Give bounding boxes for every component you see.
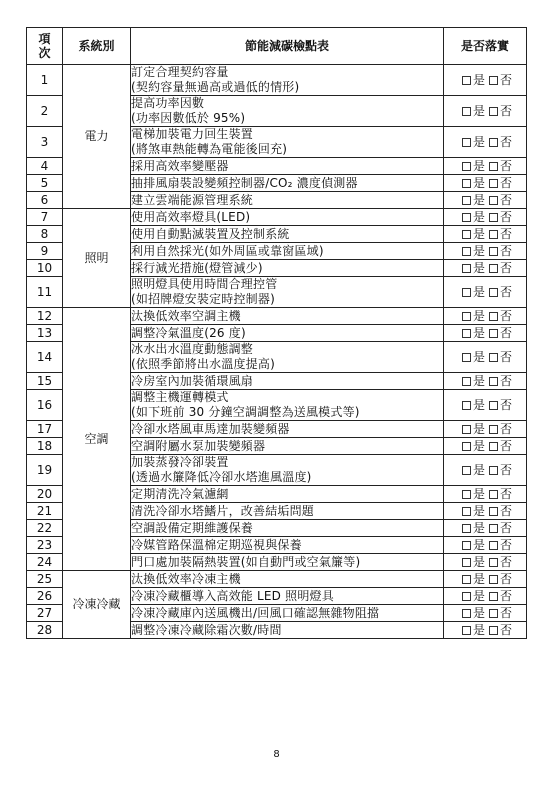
implemented-options [444, 325, 527, 342]
no-checkbox[interactable] [489, 524, 498, 533]
checklist-item [131, 554, 444, 571]
yes-checkbox[interactable] [462, 490, 471, 499]
checklist-item-line: 使用高效率燈具(LED) [131, 209, 251, 224]
implemented-options [444, 277, 527, 308]
yes-label: 是 [472, 438, 485, 453]
system-aircon: 空調 [63, 308, 131, 571]
header-item-no [27, 28, 63, 65]
yes-checkbox[interactable] [462, 264, 471, 273]
header-implemented: 是否落實 [444, 28, 527, 65]
checklist-item-line: 訂定合理契約容量 [131, 65, 229, 79]
item-number: 21 [27, 503, 63, 520]
item-number: 12 [27, 308, 63, 325]
checklist-item [131, 622, 444, 639]
no-label: 否 [500, 421, 513, 436]
no-label: 否 [500, 397, 513, 412]
no-checkbox[interactable] [489, 196, 498, 205]
checklist-item [131, 158, 444, 175]
no-label: 否 [500, 325, 513, 340]
checklist-item-line: 調整冷凍冷藏除霜次數/時間 [131, 622, 282, 637]
yes-label: 是 [472, 622, 485, 637]
table-row [27, 65, 527, 96]
checklist-item-line: (透過水簾降低冷卻水塔進風溫度) [131, 470, 312, 484]
implemented-options [444, 486, 527, 503]
item-number: 25 [27, 571, 63, 588]
implemented-options [444, 438, 527, 455]
checklist-item-line: (功率因數低於 95%) [131, 111, 246, 125]
implemented-options [444, 127, 527, 158]
yes-label: 是 [472, 209, 485, 224]
item-number: 22 [27, 520, 63, 537]
no-checkbox[interactable] [489, 329, 498, 338]
no-label: 否 [500, 134, 513, 149]
checklist-item-line: 採行減光措施(燈管減少) [131, 260, 263, 275]
no-checkbox[interactable] [489, 264, 498, 273]
no-checkbox[interactable] [489, 507, 498, 516]
no-label: 否 [500, 72, 513, 87]
yes-checkbox[interactable] [462, 76, 471, 85]
yes-label: 是 [472, 243, 485, 258]
checklist-item-line: 建立雲端能源管理系統 [131, 192, 254, 207]
checklist-item-line: 冷凍冷藏庫內送風機出/回風口確認無雜物阻擋 [131, 605, 380, 620]
yes-checkbox[interactable] [462, 626, 471, 635]
checklist-item [131, 308, 444, 325]
checklist-item [131, 243, 444, 260]
no-checkbox[interactable] [489, 162, 498, 171]
table-row [27, 209, 527, 226]
yes-checkbox[interactable] [462, 592, 471, 601]
header-system: 系統別 [63, 28, 131, 65]
checklist-item-line: 電梯加裝電力回生裝置 [131, 127, 254, 141]
item-number: 8 [27, 226, 63, 243]
no-checkbox[interactable] [489, 107, 498, 116]
header-row [27, 28, 527, 65]
checklist-item [131, 127, 444, 158]
checklist-item [131, 421, 444, 438]
no-label: 否 [500, 158, 513, 173]
yes-label: 是 [472, 226, 485, 241]
no-label: 否 [500, 537, 513, 552]
no-label: 否 [500, 226, 513, 241]
no-label: 否 [500, 192, 513, 207]
checklist-item [131, 192, 444, 209]
no-label: 否 [500, 605, 513, 620]
checklist-item-line: 抽排風扇裝設變頻控制器/CO₂ 濃度偵測器 [131, 175, 358, 190]
item-number: 6 [27, 192, 63, 209]
no-label: 否 [500, 284, 513, 299]
no-label: 否 [500, 103, 513, 118]
yes-label: 是 [472, 373, 485, 388]
implemented-options [444, 342, 527, 373]
system-lighting: 照明 [63, 209, 131, 308]
no-label: 否 [500, 554, 513, 569]
implemented-options [444, 554, 527, 571]
checklist-item-line: (將煞車熱能轉為電能後回充) [131, 142, 288, 156]
checklist-item-line: 加裝蒸發冷卻裝置 [131, 455, 229, 469]
yes-label: 是 [472, 134, 485, 149]
yes-label: 是 [472, 175, 485, 190]
yes-label: 是 [472, 462, 485, 477]
yes-label: 是 [472, 421, 485, 436]
implemented-options [444, 260, 527, 277]
checklist-item-line: 空調附屬水泵加裝變頻器 [131, 438, 266, 453]
checklist-item [131, 486, 444, 503]
header-checklist: 節能減碳檢點表 [131, 28, 444, 65]
checklist-item [131, 503, 444, 520]
checklist-item-line: (依照季節將出水溫度提高) [131, 357, 275, 371]
item-number: 26 [27, 588, 63, 605]
item-number: 23 [27, 537, 63, 554]
yes-label: 是 [472, 260, 485, 275]
checklist-item [131, 588, 444, 605]
no-label: 否 [500, 622, 513, 637]
item-number: 24 [27, 554, 63, 571]
no-label: 否 [500, 520, 513, 535]
yes-label: 是 [472, 103, 485, 118]
checklist-item [131, 96, 444, 127]
yes-checkbox[interactable] [462, 524, 471, 533]
checklist-item-line: 汰換低效率冷凍主機 [131, 571, 241, 586]
no-label: 否 [500, 588, 513, 603]
yes-checkbox[interactable] [462, 558, 471, 567]
page-number: 8 [273, 749, 280, 760]
item-number: 1 [27, 65, 63, 96]
checklist-item-line: 調整冷氣溫度(26 度) [131, 325, 246, 340]
yes-checkbox[interactable] [462, 107, 471, 116]
yes-label: 是 [472, 520, 485, 535]
yes-checkbox[interactable] [462, 507, 471, 516]
implemented-options [444, 65, 527, 96]
yes-checkbox[interactable] [462, 196, 471, 205]
checklist-item [131, 277, 444, 308]
yes-checkbox[interactable] [462, 247, 471, 256]
implemented-options [444, 455, 527, 486]
yes-checkbox[interactable] [462, 609, 471, 618]
checklist-item-line: 照明燈具使用時間合理控管 [131, 277, 278, 291]
checklist-item-line: 冷房室內加裝循環風扇 [131, 373, 254, 388]
yes-checkbox[interactable] [462, 213, 471, 222]
item-number: 17 [27, 421, 63, 438]
checklist-item [131, 175, 444, 192]
yes-checkbox[interactable] [462, 541, 471, 550]
checklist-item [131, 226, 444, 243]
item-number: 10 [27, 260, 63, 277]
checklist-item [131, 438, 444, 455]
item-number: 7 [27, 209, 63, 226]
no-checkbox[interactable] [489, 377, 498, 386]
no-checkbox[interactable] [489, 312, 498, 321]
implemented-options [444, 308, 527, 325]
header-no-line1: 項 [38, 32, 51, 46]
no-label: 否 [500, 503, 513, 518]
yes-checkbox[interactable] [462, 425, 471, 434]
yes-label: 是 [472, 397, 485, 412]
checklist-item [131, 520, 444, 537]
implemented-options [444, 520, 527, 537]
checklist-item [131, 373, 444, 390]
no-label: 否 [500, 486, 513, 501]
item-number: 15 [27, 373, 63, 390]
yes-label: 是 [472, 605, 485, 620]
no-label: 否 [500, 175, 513, 190]
checklist-item-line: (如招牌燈安裝定時控制器) [131, 292, 275, 306]
system-refrig: 冷凍冷藏 [63, 571, 131, 639]
yes-checkbox[interactable] [462, 162, 471, 171]
yes-checkbox[interactable] [462, 138, 471, 147]
yes-label: 是 [472, 588, 485, 603]
yes-checkbox[interactable] [462, 288, 471, 297]
no-checkbox[interactable] [489, 490, 498, 499]
checklist-item [131, 209, 444, 226]
implemented-options [444, 503, 527, 520]
no-label: 否 [500, 438, 513, 453]
no-label: 否 [500, 260, 513, 275]
checklist-item [131, 325, 444, 342]
yes-checkbox[interactable] [462, 442, 471, 451]
yes-label: 是 [472, 486, 485, 501]
item-number: 19 [27, 455, 63, 486]
yes-checkbox[interactable] [462, 329, 471, 338]
yes-label: 是 [472, 349, 485, 364]
yes-checkbox[interactable] [462, 401, 471, 410]
implemented-options [444, 243, 527, 260]
checklist-item-line: 冷凍冷藏櫃導入高效能 LED 照明燈具 [131, 588, 334, 603]
yes-label: 是 [472, 192, 485, 207]
implemented-options [444, 571, 527, 588]
checklist-item-line: (如下班前 30 分鐘空調調整為送風模式等) [131, 405, 360, 419]
no-checkbox[interactable] [489, 138, 498, 147]
checklist-item-line: 冰水出水溫度動態調整 [131, 342, 254, 356]
no-label: 否 [500, 571, 513, 586]
header-no-line2: 次 [38, 46, 51, 60]
item-number: 2 [27, 96, 63, 127]
no-checkbox[interactable] [489, 288, 498, 297]
implemented-options [444, 605, 527, 622]
no-checkbox[interactable] [489, 179, 498, 188]
implemented-options [444, 537, 527, 554]
item-number: 4 [27, 158, 63, 175]
yes-checkbox[interactable] [462, 377, 471, 386]
yes-label: 是 [472, 537, 485, 552]
implemented-options [444, 158, 527, 175]
checklist-item [131, 537, 444, 554]
implemented-options [444, 421, 527, 438]
checklist-item-line: 利用自然採光(如外周區或靠窗區域) [131, 243, 324, 258]
checklist-item-line: (契約容量無過高或過低的情形) [131, 80, 300, 94]
yes-label: 是 [472, 503, 485, 518]
item-number: 28 [27, 622, 63, 639]
checklist-item [131, 342, 444, 373]
implemented-options [444, 622, 527, 639]
yes-checkbox[interactable] [462, 353, 471, 362]
yes-label: 是 [472, 158, 485, 173]
checklist-item [131, 390, 444, 421]
checklist-item-line: 空調設備定期維護保養 [131, 520, 254, 535]
checklist-item-line: 使用自動點滅裝置及控制系統 [131, 226, 290, 241]
no-checkbox[interactable] [489, 230, 498, 239]
checklist-item-line: 汰換低效率空調主機 [131, 308, 241, 323]
checklist-item-line: 定期清洗冷氣濾網 [131, 486, 229, 501]
checklist-item-line: 冷媒管路保溫棉定期巡視與保養 [131, 537, 302, 552]
no-label: 否 [500, 209, 513, 224]
implemented-options [444, 226, 527, 243]
no-checkbox[interactable] [489, 76, 498, 85]
implemented-options [444, 373, 527, 390]
implemented-options [444, 588, 527, 605]
implemented-options [444, 209, 527, 226]
yes-label: 是 [472, 284, 485, 299]
energy-checklist-table [26, 27, 527, 639]
item-number: 5 [27, 175, 63, 192]
checklist-item [131, 65, 444, 96]
yes-checkbox[interactable] [462, 230, 471, 239]
no-checkbox[interactable] [489, 575, 498, 584]
yes-label: 是 [472, 325, 485, 340]
yes-checkbox[interactable] [462, 312, 471, 321]
yes-checkbox[interactable] [462, 179, 471, 188]
item-number: 14 [27, 342, 63, 373]
implemented-options [444, 192, 527, 209]
item-number: 16 [27, 390, 63, 421]
yes-checkbox[interactable] [462, 575, 471, 584]
no-checkbox[interactable] [489, 401, 498, 410]
no-checkbox[interactable] [489, 247, 498, 256]
checklist-item-line: 採用高效率變壓器 [131, 158, 229, 173]
no-label: 否 [500, 243, 513, 258]
checklist-item-line: 調整主機運轉模式 [131, 390, 229, 404]
yes-label: 是 [472, 554, 485, 569]
no-checkbox[interactable] [489, 592, 498, 601]
yes-label: 是 [472, 72, 485, 87]
table-row [27, 571, 527, 588]
checklist-item [131, 260, 444, 277]
no-checkbox[interactable] [489, 626, 498, 635]
checklist-item-line: 門口處加裝隔熱裝置(如自動門或空氣簾等) [131, 554, 361, 569]
item-number: 18 [27, 438, 63, 455]
checklist-item [131, 455, 444, 486]
no-label: 否 [500, 308, 513, 323]
no-checkbox[interactable] [489, 541, 498, 550]
no-label: 否 [500, 349, 513, 364]
no-label: 否 [500, 373, 513, 388]
no-checkbox[interactable] [489, 609, 498, 618]
no-checkbox[interactable] [489, 353, 498, 362]
checklist-item-line: 提高功率因數 [131, 96, 205, 110]
checklist-item [131, 605, 444, 622]
no-label: 否 [500, 462, 513, 477]
table-row [27, 308, 527, 325]
no-checkbox[interactable] [489, 213, 498, 222]
implemented-options [444, 96, 527, 127]
checklist-item [131, 571, 444, 588]
item-number: 3 [27, 127, 63, 158]
yes-label: 是 [472, 308, 485, 323]
item-number: 9 [27, 243, 63, 260]
no-checkbox[interactable] [489, 442, 498, 451]
no-checkbox[interactable] [489, 466, 498, 475]
implemented-options [444, 175, 527, 192]
no-checkbox[interactable] [489, 558, 498, 567]
item-number: 11 [27, 277, 63, 308]
checklist-item-line: 清洗冷卻水塔鰭片，改善結垢問題 [131, 503, 315, 518]
item-number: 20 [27, 486, 63, 503]
checklist-item-line: 冷卻水塔風車馬達加裝變頻器 [131, 421, 290, 436]
implemented-options [444, 390, 527, 421]
item-number: 27 [27, 605, 63, 622]
item-number: 13 [27, 325, 63, 342]
yes-checkbox[interactable] [462, 466, 471, 475]
yes-label: 是 [472, 571, 485, 586]
no-checkbox[interactable] [489, 425, 498, 434]
system-power: 電力 [63, 65, 131, 209]
